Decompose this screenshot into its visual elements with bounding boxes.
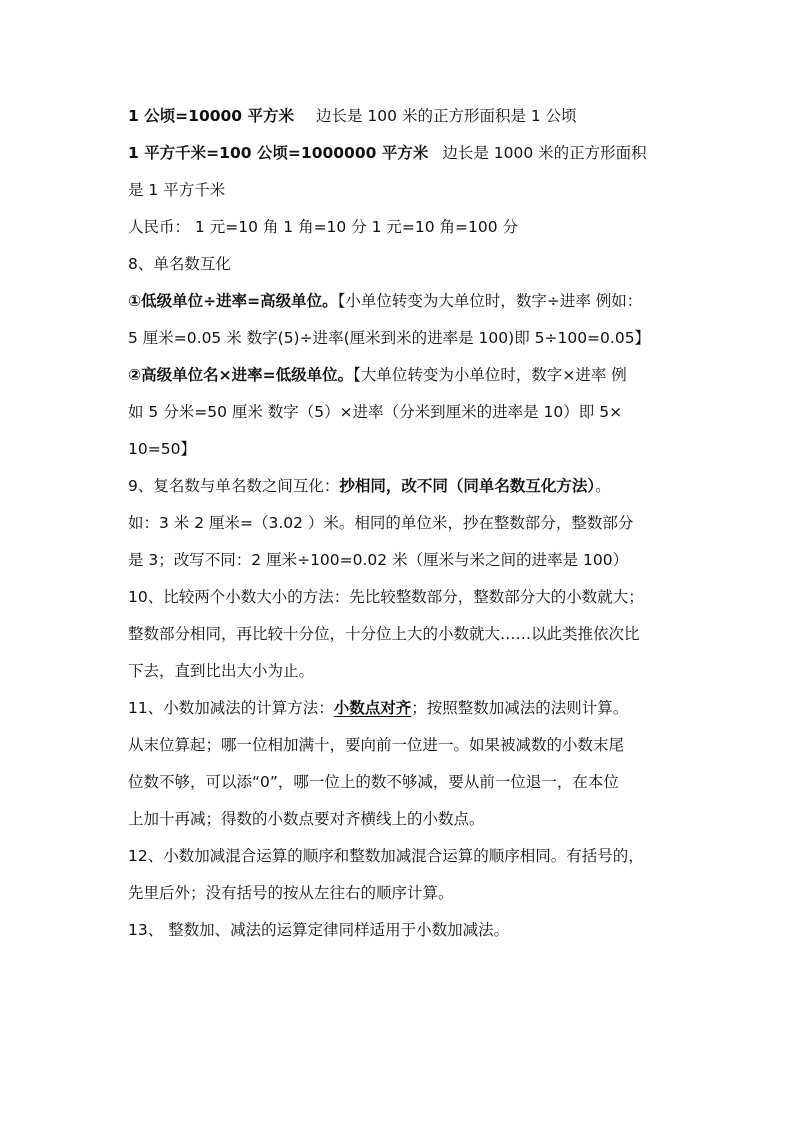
heading-rest: ；按照整数加减法的法则计算。 — [411, 699, 629, 717]
square-km-definition: 1 平方千米=100 公顷=1000000 平方米 — [128, 144, 429, 162]
hectare-line — [128, 98, 668, 135]
text-line: 如 5 分米=50 厘米 数字（5）×进率（分米到厘米的进率是 10）即 5× — [128, 403, 623, 421]
section-heading-10: 10、比较两个小数大小的方法：先比较整数部分，整数部分大的小数就大； — [128, 588, 644, 606]
document-page — [128, 98, 668, 949]
text-line: 是 3；改写不同：2 厘米÷100=0.02 米（厘米与米之间的进率是 100） — [128, 551, 629, 569]
text-line: 上加十再减；得数的小数点要对齐横线上的小数点。 — [128, 810, 485, 828]
text-line: 位数不够，可以添“0”，哪一位上的数不够减，要从前一位退一，在本位 — [128, 773, 619, 791]
section-heading-12: 12、小数加减混合运算的顺序和整数加减混合运算的顺序相同。有括号的， — [128, 847, 644, 865]
currency-line: 人民币： 1 元=10 角 1 角=10 分 1 元=10 角=100 分 — [128, 218, 519, 236]
hectare-definition: 1 公顷=10000 平方米 — [128, 107, 294, 125]
rule-bold: ①低级单位÷进率=高级单位。 — [128, 292, 338, 310]
text-line: 先里后外；没有括号的按从左往右的顺序计算。 — [128, 884, 454, 902]
text-line: 是 1 平方千米 — [128, 181, 226, 199]
text-line: 从末位算起；哪一位相加满十，要向前一位进一。如果被减数的小数末尾 — [128, 736, 625, 754]
rule-high-to-low — [128, 357, 668, 394]
section-heading-13: 13、 整数加、减法的运算定律同样适用于小数加减法。 — [128, 921, 510, 939]
section-heading-8: 8、单名数互化 — [128, 255, 231, 273]
square-km-line — [128, 135, 668, 172]
heading-text: 11、小数加减法的计算方法： — [128, 699, 334, 717]
text-line: 如：3 米 2 厘米=（3.02 ）米。相同的单位米，抄在整数部分，整数部分 — [128, 514, 634, 532]
rule-bold: ②高级单位名×进率=低级单位。 — [128, 366, 354, 384]
heading-text: 9、复名数与单名数之间互化： — [128, 477, 340, 495]
rule-text: 【小单位转变为大单位时，数字÷进率 例如： — [337, 292, 643, 310]
text-line: 整数部分相同，再比较十分位，十分位上大的小数就大……以此类推依次比 — [128, 625, 640, 643]
heading-bold-underlined: 小数点对齐 — [333, 699, 412, 717]
heading-bold: 抄相同，改不同（同单名数互化方法） — [339, 477, 596, 495]
text-line: 下去，直到比出大小为止。 — [128, 662, 315, 680]
square-km-explanation: 边长是 1000 米的正方形面积 — [442, 144, 647, 162]
rule-low-to-high — [128, 283, 668, 320]
heading-punct: 。 — [595, 477, 611, 495]
section-heading-11 — [128, 690, 668, 727]
section-heading-9 — [128, 468, 668, 505]
rule-text: 【大单位转变为小单位时，数字×进率 例 — [353, 366, 627, 384]
hectare-explanation: 边长是 100 米的正方形面积是 1 公顷 — [316, 107, 577, 125]
text-line: 10=50】 — [128, 440, 196, 458]
text-line: 5 厘米=0.05 米 数字(5)÷进率(厘米到米的进率是 100)即 5÷100=0.05】 — [128, 329, 651, 347]
